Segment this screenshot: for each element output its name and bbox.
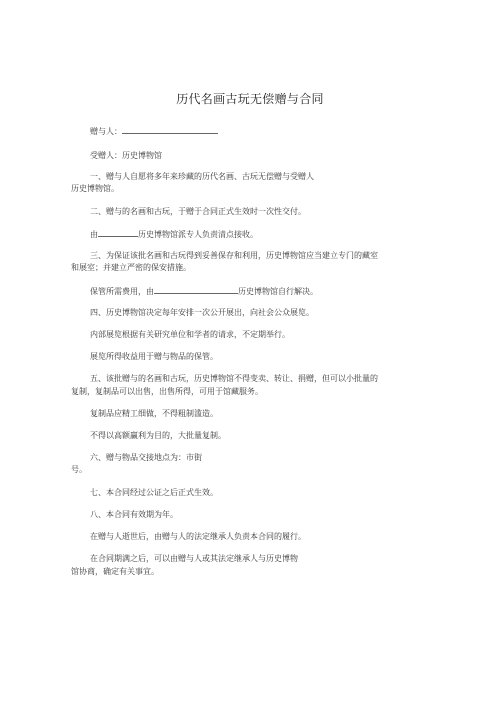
clause-8c-line-2: 馆协商，确定有关事宜。 xyxy=(71,567,159,576)
document-title: 历代名画古玩无偿赠与合同 xyxy=(176,92,324,106)
clause-4c: 展览所得收益用于赠与物品的保管。 xyxy=(90,352,218,361)
clause-3-line-2: 和展室；并建立严密的保安措施。 xyxy=(71,263,191,272)
clause-1-line-2: 历史博物馆。 xyxy=(71,184,119,193)
donor-blank xyxy=(122,125,218,134)
clause-8: 八、本合同有效期为年。 xyxy=(90,510,178,519)
clause-5-line-2: 复制，复制品可以出售，出售所得，可用于馆藏服务。 xyxy=(71,387,263,396)
clause-3b-blank xyxy=(154,285,238,294)
clause-6-line-2: 号。 xyxy=(71,465,87,474)
donee-line: 受赠人：历史博物馆 xyxy=(90,151,162,160)
clause-2b-prefix: 由 xyxy=(90,230,98,239)
clause-2b-blank xyxy=(98,228,138,237)
clause-8b: 在赠与人逝世后，由赠与人的法定继承人负责本合同的履行。 xyxy=(90,532,306,541)
clause-4b: 内部展览根据有关研究单位和学者的请求，不定期举行。 xyxy=(90,330,290,339)
clause-8c-line-1: 在合同期满之后，可以由赠与人或其法定继承人与历史博物 xyxy=(90,554,298,563)
clause-6-line-1: 六、赠与物品交接地点为：市街 xyxy=(90,453,202,462)
clause-3b-line xyxy=(90,285,318,297)
clause-3b-prefix: 保管所需费用，由 xyxy=(90,287,154,296)
clause-3-line-1: 三、为保证该批名画和古玩得到妥善保存和利用，历史博物馆应当建立专门的藏室 xyxy=(90,251,378,260)
clause-2b-suffix: 历史博物馆派专人负责清点接收。 xyxy=(138,230,258,239)
clause-2: 二、赠与的名画和古玩，于赠于合同正式生效时一次性交付。 xyxy=(90,207,306,216)
clause-7: 七、本合同经过公证之后正式生效。 xyxy=(90,488,218,497)
clause-5-line-1: 五、该批赠与的名画和古玩，历史博物馆不得变卖、转让、捐赠，但可以小批量的 xyxy=(90,374,378,383)
clause-5c: 不得以高额赢利为目的，大批量复制。 xyxy=(90,431,226,440)
clause-5b: 复制品应精工细做，不得粗制滥造。 xyxy=(90,409,218,418)
clause-2b-line xyxy=(90,228,258,240)
donor-line xyxy=(90,125,218,137)
clause-4: 四、历史博物馆决定每年安排一次公开展出，向社会公众展览。 xyxy=(90,308,314,317)
clause-1-line-1: 一、赠与人自愿将多年来珍藏的历代名画、古玩无偿赠与受赠人 xyxy=(90,172,314,181)
clause-3b-suffix: 历史博物馆自行解决。 xyxy=(238,287,318,296)
donor-label: 赠与人： xyxy=(90,127,122,136)
